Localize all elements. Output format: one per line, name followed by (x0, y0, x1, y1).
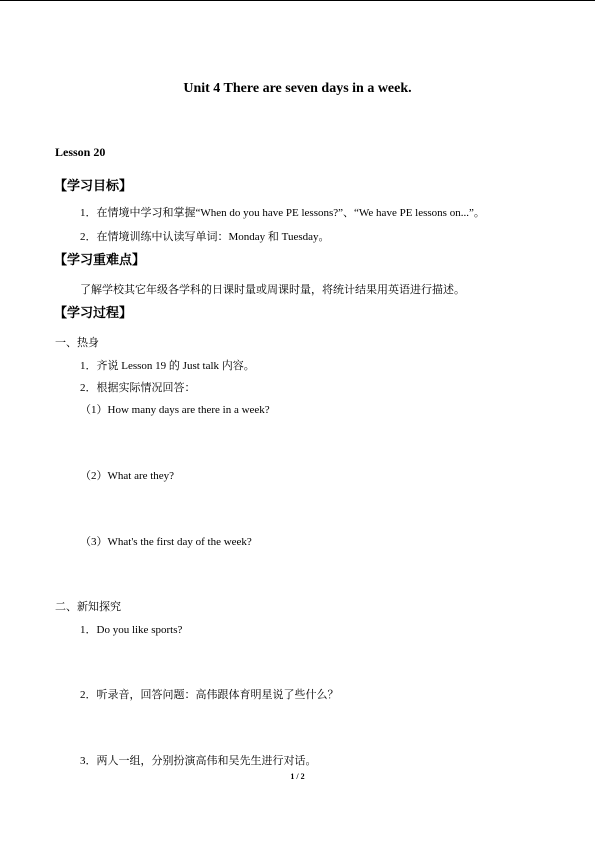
document-title: Unit 4 There are seven days in a week. (183, 81, 412, 96)
explore-item-2: 2．听录音，回答问题：高伟跟体育明星说了些什么？ (80, 689, 339, 701)
warmup-item-2: 2．根据实际情况回答： (80, 382, 196, 394)
goal-item-2: 2．在情境训练中认读写单词：Monday 和 Tuesday。 (80, 231, 330, 243)
warmup-item-1: 1．齐说 Lesson 19 的 Just talk 内容。 (80, 360, 255, 372)
explore-item-3: 3．两人一组，分别扮演高伟和吴先生进行对话。 (80, 755, 317, 767)
goals-heading: 【学习目标】 (54, 178, 133, 193)
key-points-text: 了解学校其它年级各学科的日课时量或周课时量，将统计结果用英语进行描述。 (80, 284, 465, 296)
page-number: 1 / 2 (290, 772, 305, 781)
warmup-question-3: （3）What's the first day of the week? (80, 536, 252, 548)
top-rule (0, 0, 595, 1)
warmup-question-1: （1）How many days are there in a week? (80, 404, 270, 416)
goal-item-1: 1．在情境中学习和掌握“When do you have PE lessons?”、“We have PE lessons on...”。 (80, 207, 485, 219)
explore-title: 二、新知探究 (55, 601, 121, 613)
warmup-title: 一、热身 (55, 337, 99, 349)
key-points-heading: 【学习重难点】 (54, 252, 146, 267)
lesson-heading: Lesson 20 (55, 145, 106, 159)
warmup-question-2: （2）What are they? (80, 470, 175, 482)
explore-item-1: 1．Do you like sports? (80, 624, 183, 636)
process-heading: 【学习过程】 (54, 305, 133, 320)
